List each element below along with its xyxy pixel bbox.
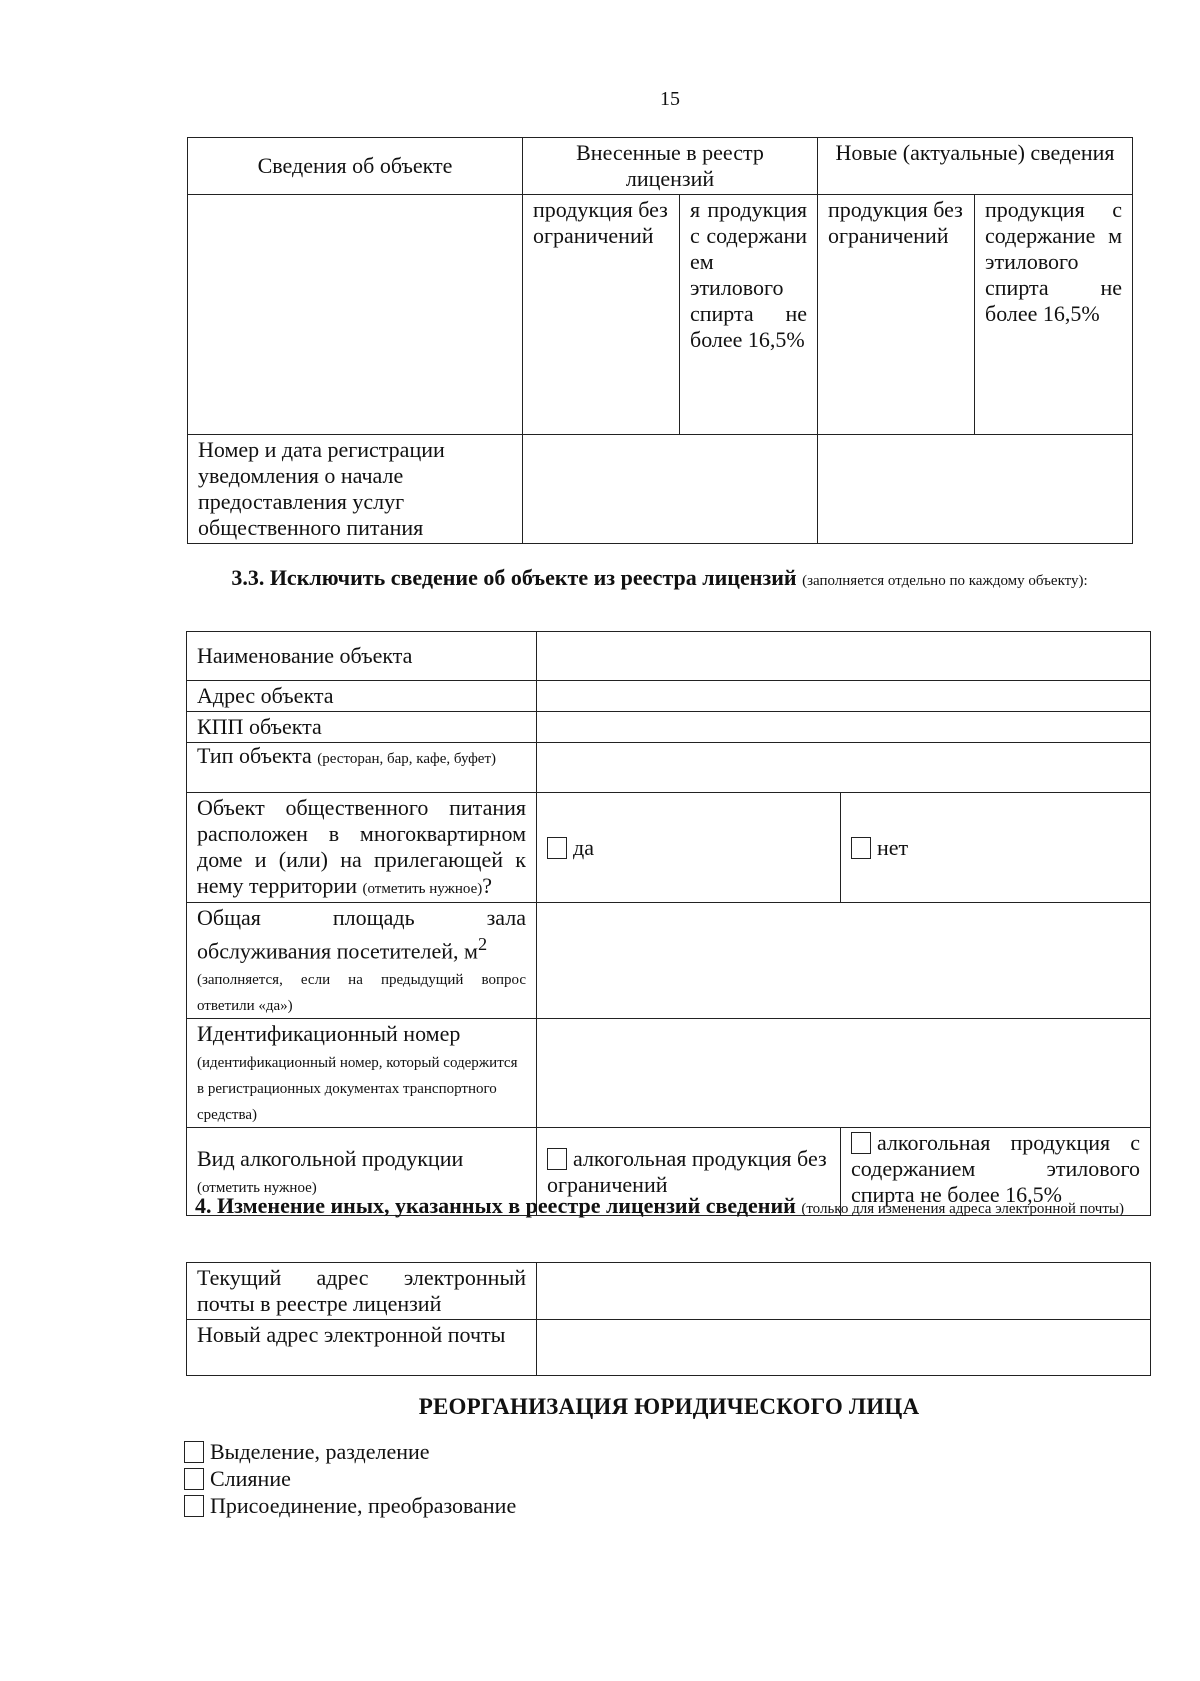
new-email-field[interactable]: [537, 1320, 1151, 1376]
page-number: 15: [660, 88, 680, 110]
alcohol-type-label: Вид алкогольной продукции: [197, 1145, 464, 1171]
object-address-label: Адрес объекта: [187, 681, 537, 712]
new-no-limit: продукция без ограничений: [818, 195, 975, 435]
alcohol-opt1-checkbox[interactable]: [547, 1148, 567, 1170]
reorg-option-accession: [184, 1492, 516, 1519]
alcohol-opt1-label: алкогольная продукция без ограничений: [547, 1145, 827, 1197]
alcohol-type-note: (отметить нужное): [197, 1179, 317, 1196]
location-cell: [187, 793, 537, 903]
location-question-mark: ?: [482, 873, 493, 898]
alcohol-opt2-checkbox[interactable]: [851, 1132, 871, 1154]
reorg-merger-label: Слияние: [210, 1466, 291, 1491]
reorg-accession-checkbox[interactable]: [184, 1495, 204, 1517]
id-number-label: Идентификационный номер: [197, 1021, 461, 1047]
section-3-3-note: (заполняется отдельно по каждому объекту):: [802, 573, 1088, 589]
object-info-table: [187, 137, 1133, 544]
area-unit-sup: 2: [477, 934, 488, 954]
location-yes-label: да: [573, 834, 594, 860]
reorganization-options: [184, 1438, 516, 1519]
location-no-cell: [841, 793, 1151, 903]
current-email-label: Текущий адрес электронный почты в реестре лицензий: [187, 1263, 537, 1320]
object-address-field[interactable]: [537, 681, 1151, 712]
new-limited: продукция с содержание м этилового спирта не более 16,5%: [975, 195, 1133, 435]
exclude-object-table: [186, 631, 1151, 1216]
location-yes-cell: [537, 793, 841, 903]
area-label: Общая площадь зала обслуживания посетителей, м: [197, 905, 526, 964]
registered-limited: я продукция с содержани ем этилового спирта не более 16,5%: [680, 195, 818, 435]
reorganization-title: РЕОРГАНИЗАЦИЯ ЮРИДИЧЕСКОГО ЛИЦА: [418, 1394, 920, 1419]
object-type-label: Тип объекта: [197, 743, 312, 768]
section-3-3-title: 3.3. Исключить сведение об объекте из реестра лицензий: [231, 565, 797, 590]
empty-cell: [188, 195, 523, 435]
area-field[interactable]: [537, 903, 1151, 1019]
object-kpp-label: КПП объекта: [187, 712, 537, 743]
location-label: Объект общественного питания расположен в многоквартирном доме и (или) на прилегающей к нему территории: [197, 795, 526, 898]
new-email-label: Новый адрес электронной почты: [187, 1320, 537, 1376]
section-4-heading: [187, 1194, 1132, 1221]
area-cell: [187, 903, 537, 1019]
reorg-option-merger: [184, 1465, 516, 1492]
location-no-label: нет: [877, 834, 909, 860]
notification-registered-value[interactable]: [523, 435, 818, 544]
reorg-separation-checkbox[interactable]: [184, 1441, 204, 1463]
notification-new-value[interactable]: [818, 435, 1133, 544]
alcohol-opt2-label: алкогольная продукция с содержанием этилового спирта не более 16,5%: [851, 1130, 1140, 1208]
location-note: (отметить нужное): [362, 881, 483, 897]
location-yes-checkbox[interactable]: [547, 837, 567, 859]
object-name-field[interactable]: [537, 632, 1151, 681]
section-3-3-heading: [187, 566, 1132, 593]
reorg-separation-label: Выделение, разделение: [210, 1439, 430, 1464]
registered-no-limit: продукция без ограничений: [523, 195, 680, 435]
header-registered: Внесенные в реестр лицензий: [523, 138, 818, 195]
object-name-label: Наименование объекта: [187, 632, 537, 681]
area-note: (заполняется, если на предыдущий вопрос ответили «да»): [197, 972, 526, 1015]
object-type-cell: [187, 743, 537, 793]
object-kpp-field[interactable]: [537, 712, 1151, 743]
current-email-field[interactable]: [537, 1263, 1151, 1320]
location-no-checkbox[interactable]: [851, 837, 871, 859]
reorg-accession-label: Присоединение, преобразование: [210, 1493, 517, 1518]
reorg-option-separation: [184, 1438, 516, 1465]
header-object-info: Сведения об объекте: [188, 138, 523, 195]
email-change-table: [186, 1262, 1151, 1376]
object-type-field[interactable]: [537, 743, 1151, 793]
object-type-note: (ресторан, бар, кафе, буфет): [317, 751, 497, 767]
header-new: Новые (актуальные) сведения: [818, 138, 1133, 195]
id-number-note: (идентификационный номер, который содержится в регистрационных документах транспортного средства): [197, 1055, 518, 1124]
section-4-title: 4. Изменение иных, указанных в реестре лицензий сведений: [195, 1193, 796, 1218]
section-4-note: (только для изменения адреса электронной почты): [801, 1201, 1124, 1217]
id-number-cell: [187, 1019, 537, 1128]
notification-label: Номер и дата регистрации уведомления о начале предоставления услуг общественного питания: [188, 435, 523, 544]
id-number-field[interactable]: [537, 1019, 1151, 1128]
reorg-merger-checkbox[interactable]: [184, 1468, 204, 1490]
